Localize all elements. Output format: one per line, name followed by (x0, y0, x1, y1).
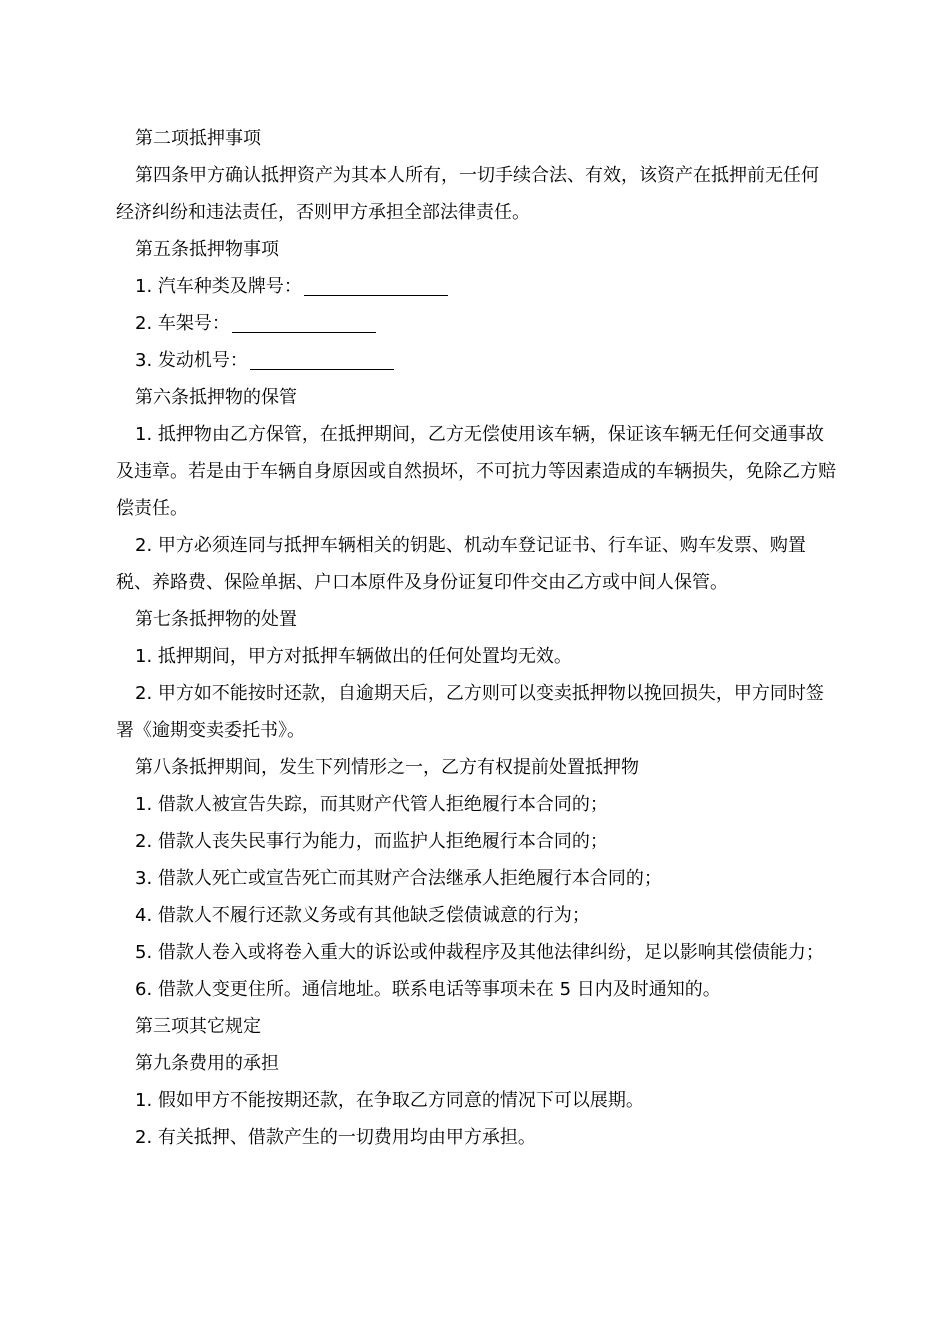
list-item: 2. 借款人丧失民事行为能力，而监护人拒绝履行本合同的； (135, 831, 608, 852)
list-item: 6. 借款人变更住所。通信地址。联系电话等事项未在 5 日内及时通知的。 (135, 979, 721, 1000)
document-body (116, 120, 836, 1156)
fill-line-label: 1. 汽车种类及牌号： (135, 276, 302, 297)
article-heading: 第六条抵押物的保管 (135, 387, 297, 408)
fill-line-item (116, 342, 836, 379)
fill-line-item (116, 268, 836, 305)
list-item: 1. 抵押物由乙方保管，在抵押期间，乙方无偿使用该车辆，保证该车辆无任何交通事故及违章。若是由于车辆自身原因或自然损坏，不可抗力等因素造成的车辆损失，免除乙方赔偿责任。 (116, 424, 836, 519)
list-item: 3. 借款人死亡或宣告死亡而其财产合法继承人拒绝履行本合同的； (135, 868, 662, 889)
section-heading: 第二项抵押事项 (135, 128, 261, 149)
article-heading: 第八条抵押期间，发生下列情形之一，乙方有权提前处置抵押物 (135, 757, 639, 778)
article-heading: 第五条抵押物事项 (135, 239, 279, 260)
list-item: 2. 有关抵押、借款产生的一切费用均由甲方承担。 (135, 1127, 536, 1148)
article-heading: 第九条费用的承担 (135, 1053, 279, 1074)
fill-in-blank[interactable] (232, 312, 376, 333)
list-item: 1. 借款人被宣告失踪，而其财产代管人拒绝履行本合同的； (135, 794, 608, 815)
list-item: 2. 甲方必须连同与抵押车辆相关的钥匙、机动车登记证书、行车证、购车发票、购置税、养路费、保险单据、户口本原件及身份证复印件交由乙方或中间人保管。 (116, 535, 806, 593)
list-item: 5. 借款人卷入或将卷入重大的诉讼或仲裁程序及其他法律纠纷，足以影响其偿债能力； (135, 942, 824, 963)
fill-line-label: 3. 发动机号： (135, 350, 248, 371)
article-paragraph: 第四条甲方确认抵押资产为其本人所有，一切手续合法、有效，该资产在抵押前无任何经济纠纷和违法责任，否则甲方承担全部法律责任。 (116, 165, 819, 223)
section-heading: 第三项其它规定 (135, 1016, 261, 1037)
fill-line-item (116, 305, 836, 342)
list-item: 4. 借款人不履行还款义务或有其他缺乏偿债诚意的行为； (135, 905, 590, 926)
list-item: 1. 假如甲方不能按期还款，在争取乙方同意的情况下可以展期。 (135, 1090, 644, 1111)
list-item: 2. 甲方如不能按时还款，自逾期天后，乙方则可以变卖抵押物以挽回损失，甲方同时签署《逾期变卖委托书》。 (116, 683, 824, 741)
fill-line-label: 2. 车架号： (135, 313, 230, 334)
article-heading: 第七条抵押物的处置 (135, 609, 297, 630)
fill-in-blank[interactable] (250, 349, 394, 370)
list-item: 1. 抵押期间，甲方对抵押车辆做出的任何处置均无效。 (135, 646, 572, 667)
fill-in-blank[interactable] (304, 275, 448, 296)
